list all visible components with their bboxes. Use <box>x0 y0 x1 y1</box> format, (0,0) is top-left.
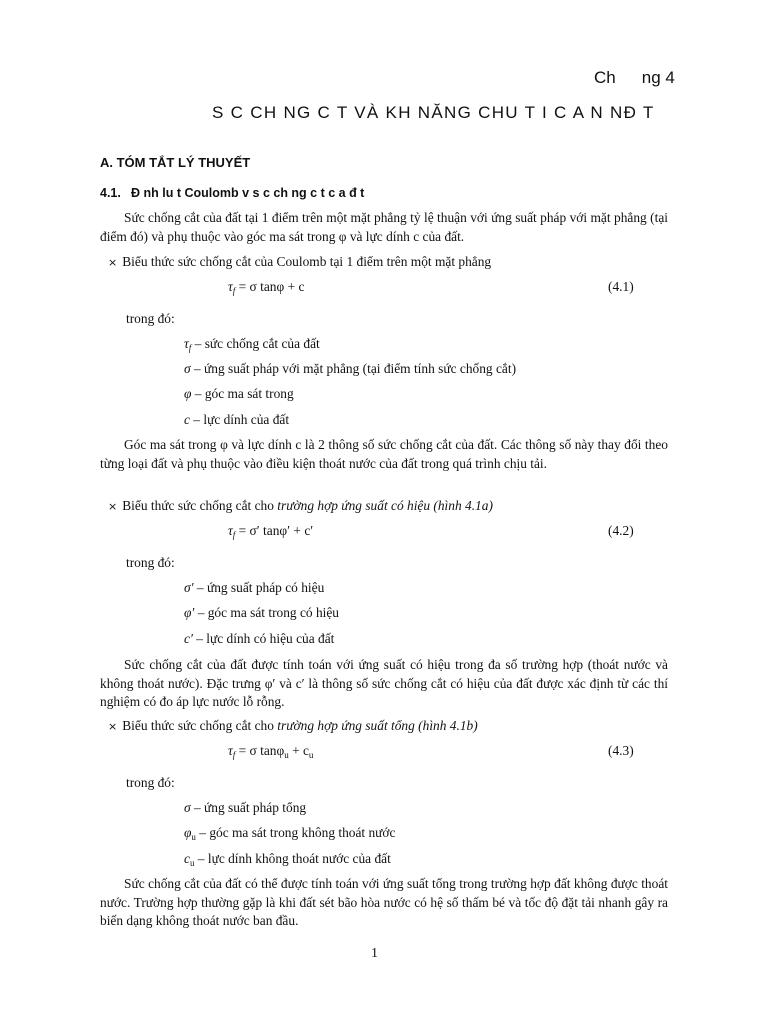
where-label: trong đó: <box>126 555 175 570</box>
bullet-italic: trường hợp ứng suất có hiệu (hình 4.1a) <box>277 498 493 513</box>
definition-item <box>184 361 516 377</box>
paragraph-4: Sức chống cắt của đất có thể được tính toán với ứng suất tổng trong trường hợp đất không được thoát nước. Trường hợp thường gặp là khi đất sét bão hòa nước có hệ số thấm bé và tốc độ đặt tải nhanh gây ra biến dạng không thoát nước ban đầu. <box>100 876 668 928</box>
def-symbol: φ′ <box>184 605 195 620</box>
eq-rhs: + c <box>288 743 309 758</box>
definition-item <box>184 605 339 621</box>
eq-sub: f <box>232 286 236 296</box>
def-text: – góc ma sát trong không thoát nước <box>195 825 396 840</box>
equation-4-1 <box>228 279 304 296</box>
def-text: – sức chống cắt của đất <box>191 336 320 351</box>
where-label: trong đó: <box>126 311 175 326</box>
eq-rhs: = σ tanφ <box>235 743 285 758</box>
bullet-text: Biểu thức sức chống cắt cho <box>122 718 278 733</box>
definition-item <box>184 851 391 868</box>
equation-number: (4.1) <box>608 279 634 294</box>
paragraph-1: Sức chống cắt của đất tại 1 điểm trên một mặt phẳng tỷ lệ thuận với ứng suất pháp với mặt phẳng (tại điểm đó) và phụ thuộc vào góc ma sát trong φ và lực dính c của đất. <box>100 210 668 244</box>
eq-sub: u <box>284 750 289 760</box>
equation-4-3 <box>228 743 313 760</box>
where-label: trong đó: <box>126 775 175 790</box>
section-4-1-heading <box>100 186 364 200</box>
def-symbol: φ <box>184 825 192 840</box>
def-sub: u <box>191 832 196 842</box>
def-text: – lực dính không thoát nước của đất <box>194 851 391 866</box>
def-text: – ứng suất pháp tổng <box>190 800 307 815</box>
def-symbol: σ <box>184 800 191 815</box>
definition-item <box>184 412 289 428</box>
def-symbol: c <box>184 412 190 427</box>
bullet-italic: trường hợp ứng suất tổng (hình 4.1b) <box>277 718 478 733</box>
eq-lhs: τ <box>228 523 233 538</box>
def-text: – lực dính có hiệu của đất <box>192 631 335 646</box>
section-number: 4.1. <box>100 186 121 200</box>
eq-rhs: = σ′ tanφ′ + c′ <box>235 523 314 538</box>
chapter-word: Ch <box>594 68 616 87</box>
equation-4-2 <box>228 523 313 540</box>
equation-number: (4.2) <box>608 523 634 538</box>
definition-item <box>184 386 294 402</box>
paragraph-3: Sức chống cắt của đất được tính toán với ứng suất có hiệu trong đa số trường hợp (thoát nước và không thoát nước). Đặc trưng φ′ và c′ là thông số sức chống cắt có hiệu của đất được xác định từ các thí nghiệm có đo áp lực nước lỗ rỗng. <box>100 657 668 709</box>
definition-item <box>184 631 334 647</box>
definition-item <box>184 800 306 816</box>
bullet-text: Biểu thức sức chống cắt của Coulomb tại 1 điểm trên một mặt phẳng <box>122 254 492 269</box>
bullet-2 <box>108 498 493 514</box>
def-text: – lực dính của đất <box>189 412 290 427</box>
eq-sub: f <box>232 530 236 540</box>
def-symbol: σ <box>184 361 191 376</box>
definition-item <box>184 336 320 353</box>
def-symbol: τ <box>184 336 189 351</box>
page-number: 1 <box>371 946 378 961</box>
definition-item <box>184 580 324 596</box>
bullet-3 <box>108 718 478 734</box>
chapter-title: S C CH NG C T VÀ KH NĂNG CHU T I C A N NĐ T <box>212 103 655 122</box>
def-symbol: c′ <box>184 631 193 646</box>
def-sub: f <box>188 343 192 353</box>
chapter-heading <box>594 68 675 88</box>
eq-sub: f <box>232 750 236 760</box>
eq-lhs: τ <box>228 743 233 758</box>
eq-lhs: τ <box>228 279 233 294</box>
def-sub: u <box>189 858 195 868</box>
definition-item <box>184 825 395 842</box>
section-title: Đ nh lu t Coulomb v s c ch ng c t c a đ t <box>131 186 365 200</box>
equation-number: (4.3) <box>608 743 634 758</box>
def-text: – ứng suất pháp với mặt phẳng (tại điểm tính sức chống cắt) <box>190 361 517 376</box>
def-text: – góc ma sát trong <box>191 386 294 401</box>
bullet-1 <box>108 254 491 270</box>
section-a-heading: A. TÓM TẮT LÝ THUYẾT <box>100 155 251 170</box>
def-text: – ứng suất pháp có hiệu <box>193 580 325 595</box>
paragraph-2: Góc ma sát trong φ và lực dính c là 2 thông số sức chống cắt của đất. Các thông số này thay đổi theo từng loại đất và phụ thuộc vào điều kiện thoát nước của đất trong quá trình chịu tải. <box>100 437 668 471</box>
bullet-text: Biểu thức sức chống cắt cho <box>122 498 278 513</box>
bullet-marker: × <box>108 256 118 269</box>
eq-sub: u <box>308 750 314 760</box>
def-text: – góc ma sát trong có hiệu <box>194 605 339 620</box>
def-symbol: σ′ <box>184 580 194 595</box>
bullet-marker: × <box>108 720 118 733</box>
chapter-number: ng 4 <box>641 68 675 87</box>
eq-rhs: = σ tanφ + c <box>235 279 305 294</box>
bullet-marker: × <box>108 500 118 513</box>
def-symbol: φ <box>184 386 192 401</box>
def-symbol: c <box>184 851 190 866</box>
